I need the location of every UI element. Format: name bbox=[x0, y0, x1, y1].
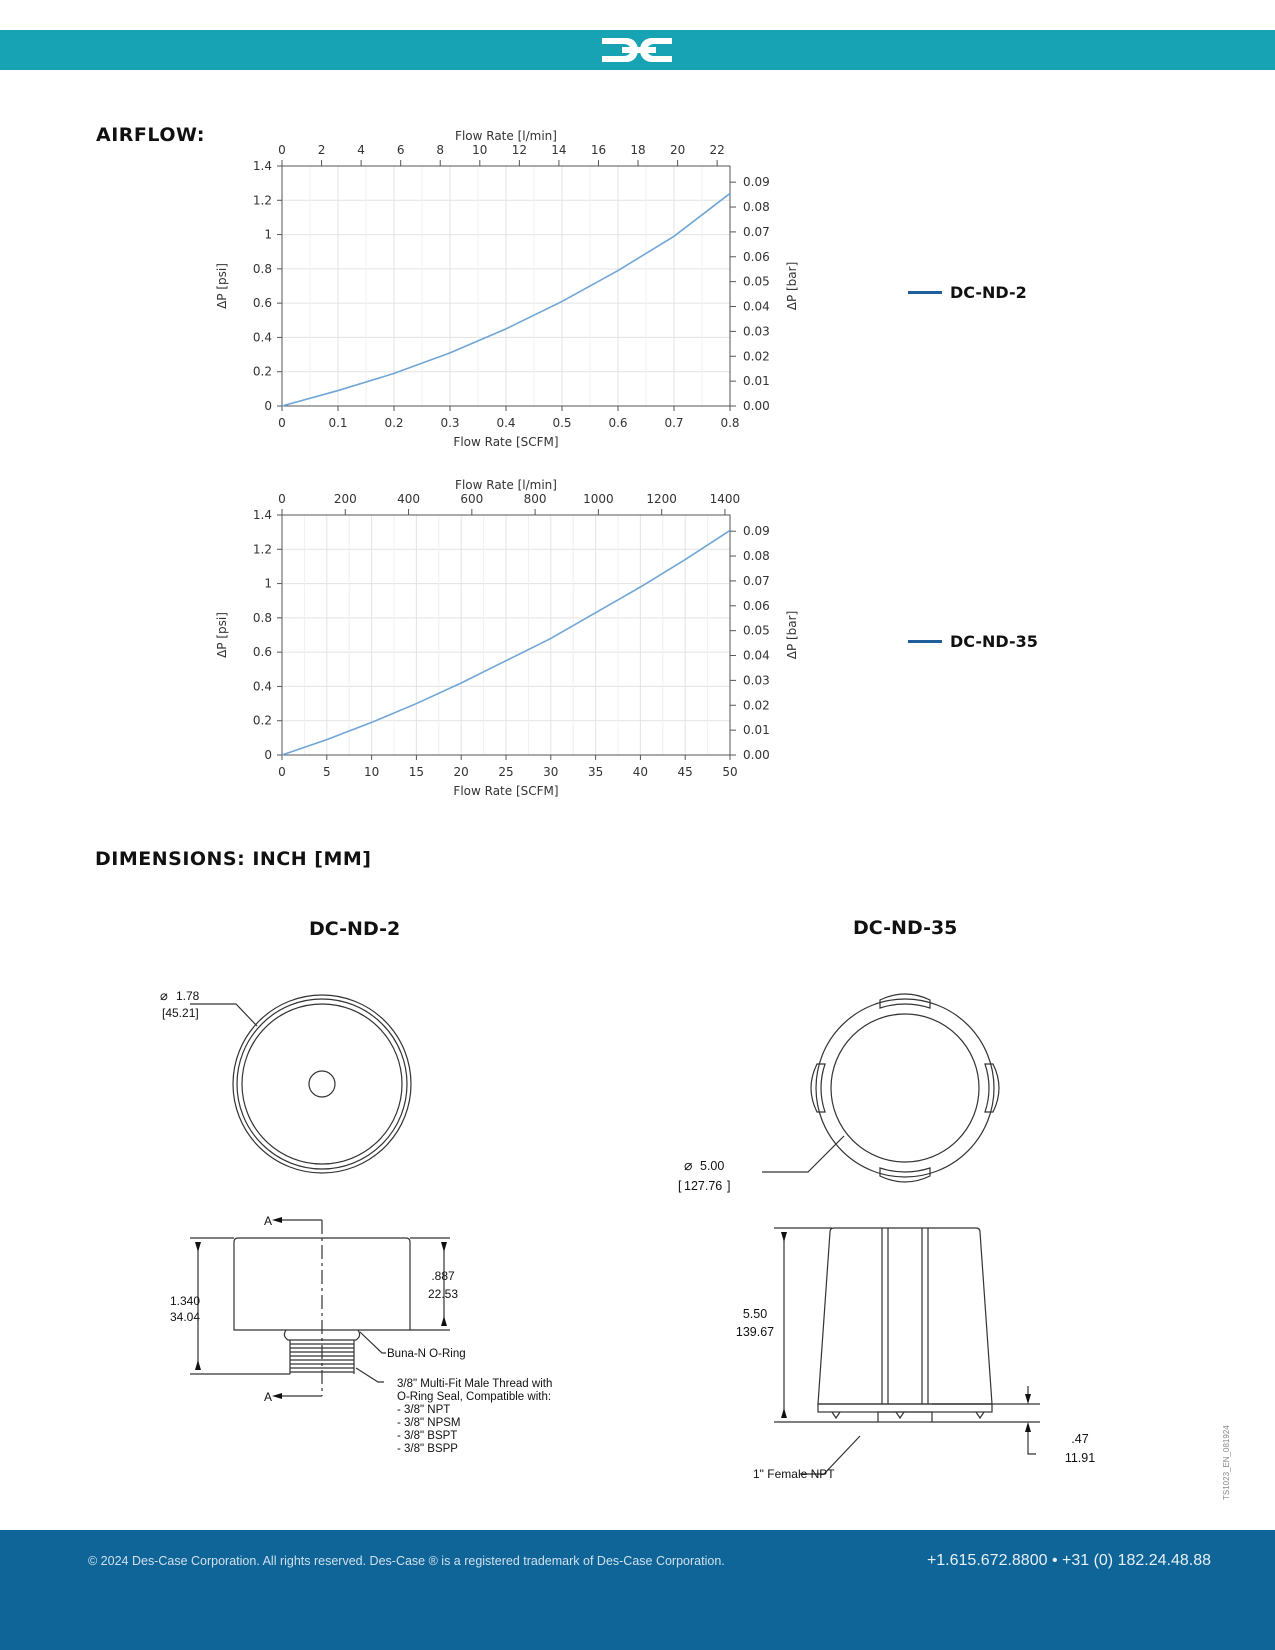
legend-nd35 bbox=[908, 632, 1038, 651]
top-x-tick-label: 16 bbox=[590, 143, 607, 157]
y2-tick-label: 0.08 bbox=[743, 549, 770, 564]
x-tick-label: 10 bbox=[363, 765, 380, 779]
x-tick-label: 0.5 bbox=[552, 416, 572, 430]
top-x-tick-label: 1400 bbox=[709, 492, 741, 506]
airflow-title: AIRFLOW: bbox=[96, 124, 205, 146]
top-x-tick-label: 18 bbox=[630, 143, 646, 157]
nd35-base-in: .47 bbox=[1071, 1432, 1089, 1446]
nd2-height-in: 1.340 bbox=[169, 1294, 201, 1308]
y-tick-label: 0.8 bbox=[252, 261, 272, 276]
y-tick-label: 0 bbox=[264, 748, 272, 762]
nd35-side-port bbox=[878, 1412, 932, 1422]
header-bar bbox=[0, 30, 1275, 70]
y2-tick-label: 0.02 bbox=[743, 349, 770, 364]
y-tick-label: 1.4 bbox=[252, 508, 272, 522]
top-x-tick-label: 8 bbox=[436, 143, 445, 157]
y-tick-label: 1.4 bbox=[252, 159, 272, 173]
x-tick-label: 0.1 bbox=[328, 416, 348, 430]
y2-tick-label: 0.04 bbox=[743, 299, 770, 314]
y2-axis-title: ΔP [bar] bbox=[785, 610, 799, 660]
nd2-thread-line-3: - 3/8" NPT bbox=[397, 1404, 451, 1416]
y-tick-label: 0.4 bbox=[252, 330, 272, 345]
x-tick-label: 40 bbox=[632, 765, 649, 779]
nd35-height-in: 5.50 bbox=[742, 1307, 768, 1321]
y2-tick-label: 0.03 bbox=[743, 324, 770, 339]
top-x-tick-label: 4 bbox=[357, 143, 365, 157]
nd2-top-mid-circle bbox=[237, 999, 407, 1169]
nd2-oring-leader bbox=[360, 1332, 386, 1353]
y2-tick-label: 0.08 bbox=[743, 200, 770, 215]
y2-tick-label: 0.09 bbox=[743, 524, 770, 539]
x-tick-label: 0.7 bbox=[664, 416, 684, 430]
top-x-axis-title: Flow Rate [l/min] bbox=[455, 129, 557, 143]
x-tick-label: 35 bbox=[587, 765, 604, 779]
nd2-dimension-drawing bbox=[150, 980, 590, 1470]
y-tick-label: 0.4 bbox=[252, 679, 272, 694]
top-x-tick-label: 6 bbox=[396, 143, 405, 157]
chart-nd35-svg bbox=[210, 477, 830, 817]
top-x-tick-label: 200 bbox=[333, 492, 357, 506]
nd35-port-label: 1" Female NPT bbox=[753, 1467, 835, 1481]
nd35-top-outer-circle bbox=[816, 999, 994, 1177]
y2-tick-label: 0.02 bbox=[743, 698, 770, 713]
x-tick-label: 0.4 bbox=[496, 416, 516, 430]
legend-nd2 bbox=[908, 283, 1027, 302]
nd35-diameter-mm-open: [ bbox=[678, 1179, 682, 1193]
nd2-thread-line-4: - 3/8" NPSM bbox=[397, 1417, 461, 1429]
x-axis-title: Flow Rate [SCFM] bbox=[453, 784, 559, 798]
y-tick-label: 1 bbox=[264, 227, 272, 242]
legend-nd2-label: DC-ND-2 bbox=[950, 283, 1027, 302]
nd2-diameter-mm: [45.21] bbox=[162, 1006, 199, 1020]
top-x-tick-label: 14 bbox=[551, 143, 567, 157]
nd2-cap-height-mm: 22.53 bbox=[427, 1287, 459, 1301]
nd2-diameter-symbol: ⌀ bbox=[160, 988, 168, 1003]
x-tick-label: 0 bbox=[278, 765, 286, 779]
airflow-chart-nd35 bbox=[210, 477, 830, 837]
nd35-base-mm: 11.91 bbox=[1064, 1451, 1096, 1465]
nd2-section-mark-top: A bbox=[263, 1214, 272, 1228]
y2-tick-label: 0.01 bbox=[743, 723, 770, 738]
y2-tick-label: 0.05 bbox=[743, 623, 770, 638]
nd2-thread-note bbox=[397, 1378, 552, 1455]
x-tick-label: 0.2 bbox=[384, 416, 404, 430]
y-tick-label: 0 bbox=[264, 399, 272, 413]
y-tick-label: 1.2 bbox=[252, 542, 272, 557]
legend-nd35-swatch bbox=[908, 640, 942, 643]
y2-tick-label: 0.00 bbox=[743, 399, 770, 413]
y2-tick-label: 0.07 bbox=[743, 573, 770, 588]
des-case-logo-icon bbox=[600, 34, 680, 66]
top-x-tick-label: 22 bbox=[709, 143, 725, 157]
top-x-tick-label: 800 bbox=[523, 492, 547, 506]
x-tick-label: 5 bbox=[322, 765, 331, 779]
y2-axis-title: ΔP [bar] bbox=[785, 261, 799, 311]
nd35-drawing-title: DC-ND-35 bbox=[853, 917, 958, 939]
y-axis-title: ΔP [psi] bbox=[215, 263, 229, 309]
y2-tick-label: 0.05 bbox=[743, 274, 770, 289]
x-tick-label: 0.8 bbox=[720, 416, 740, 430]
legend-nd35-label: DC-ND-35 bbox=[950, 632, 1038, 651]
nd35-diameter-symbol: ⌀ bbox=[684, 1157, 693, 1173]
nd2-thread-line-1: 3/8" Multi-Fit Male Thread with bbox=[397, 1378, 553, 1390]
nd2-cap-height-in: .887 bbox=[431, 1269, 455, 1283]
top-x-tick-label: 1200 bbox=[646, 492, 677, 506]
nd2-top-outer-circle bbox=[233, 995, 411, 1173]
top-x-tick-label: 2 bbox=[317, 143, 326, 157]
y2-tick-label: 0.06 bbox=[743, 598, 770, 613]
dimensions-title: DIMENSIONS: INCH [MM] bbox=[95, 848, 372, 870]
nd2-drawing-title: DC-ND-2 bbox=[309, 918, 401, 940]
y-tick-label: 0.6 bbox=[252, 296, 272, 311]
y-tick-label: 0.2 bbox=[252, 364, 272, 379]
nd2-section-mark-bottom: A bbox=[263, 1390, 272, 1404]
y-tick-label: 0.2 bbox=[252, 713, 272, 728]
nd35-side-base bbox=[818, 1404, 992, 1412]
y2-tick-label: 0.07 bbox=[743, 224, 770, 239]
x-tick-label: 45 bbox=[677, 765, 693, 779]
nd2-diameter-leader bbox=[190, 1004, 257, 1026]
y2-tick-label: 0.06 bbox=[743, 249, 770, 264]
document-id: TS1023_EN_081924 bbox=[1222, 1425, 1231, 1500]
top-x-tick-label: 600 bbox=[460, 492, 484, 506]
nd35-side-feet bbox=[832, 1412, 984, 1418]
y-axis-title: ΔP [psi] bbox=[215, 612, 229, 658]
nd35-diameter-in: 5.00 bbox=[700, 1159, 725, 1173]
x-tick-label: 0 bbox=[278, 416, 286, 430]
x-tick-label: 50 bbox=[722, 765, 738, 779]
nd2-oring-label: Buna-N O-Ring bbox=[387, 1348, 466, 1360]
x-tick-label: 0.3 bbox=[440, 416, 460, 430]
y2-tick-label: 0.04 bbox=[743, 648, 770, 663]
nd35-side-rib bbox=[882, 1228, 928, 1404]
top-x-tick-label: 1000 bbox=[583, 492, 614, 506]
footer bbox=[0, 1530, 1275, 1650]
nd35-top-inner-circle bbox=[831, 1014, 979, 1162]
nd35-height-mm: 139.67 bbox=[735, 1325, 775, 1339]
y2-tick-label: 0.00 bbox=[743, 748, 770, 762]
top-x-tick-label: 10 bbox=[472, 143, 488, 157]
footer-phone-numbers: +1.615.672.8800 • +31 (0) 182.24.48.88 bbox=[926, 1552, 1211, 1569]
nd2-thread-line-2: O-Ring Seal, Compatible with: bbox=[397, 1391, 552, 1403]
y-tick-label: 1.2 bbox=[252, 193, 272, 208]
top-x-tick-label: 20 bbox=[669, 143, 686, 157]
top-x-axis-title: Flow Rate [l/min] bbox=[455, 478, 557, 492]
nd35-dimension-drawing bbox=[678, 980, 1120, 1490]
nd35-diameter-leader bbox=[762, 1136, 844, 1172]
y-tick-label: 1 bbox=[264, 576, 272, 591]
x-tick-label: 0.6 bbox=[608, 416, 628, 430]
footer-copyright: © 2024 Des-Case Corporation. All rights reserved. Des-Case ® is a registered trademark of Des-Case Corporation. bbox=[88, 1554, 725, 1568]
x-axis-title: Flow Rate [SCFM] bbox=[453, 435, 559, 449]
nd35-base-dim-leader bbox=[1028, 1442, 1036, 1454]
y-tick-label: 0.8 bbox=[252, 610, 272, 625]
top-x-tick-label: 400 bbox=[397, 492, 421, 506]
y2-tick-label: 0.03 bbox=[743, 673, 770, 688]
y2-tick-label: 0.09 bbox=[743, 175, 770, 190]
nd2-top-inner-circle bbox=[242, 1004, 402, 1164]
x-tick-label: 25 bbox=[498, 765, 514, 779]
nd35-diameter-mm-close: ] bbox=[727, 1179, 731, 1193]
chart-nd2-svg bbox=[210, 128, 830, 468]
y-tick-label: 0.6 bbox=[252, 645, 272, 660]
nd2-thread-leader bbox=[356, 1368, 384, 1382]
nd2-diameter-in: 1.78 bbox=[176, 989, 200, 1003]
nd35-diameter-mm: 127.76 bbox=[684, 1179, 723, 1193]
nd2-top-hole bbox=[309, 1071, 335, 1097]
top-x-tick-label: 12 bbox=[511, 143, 527, 157]
y2-tick-label: 0.01 bbox=[743, 374, 770, 389]
top-x-tick-label: 0 bbox=[278, 492, 286, 506]
legend-nd2-swatch bbox=[908, 291, 942, 294]
nd2-height-mm: 34.04 bbox=[169, 1310, 201, 1324]
nd35-side-body bbox=[818, 1228, 992, 1404]
nd2-thread-line-6: - 3/8" BSPP bbox=[397, 1443, 458, 1455]
nd2-thread-line-5: - 3/8" BSPT bbox=[397, 1430, 458, 1442]
x-tick-label: 30 bbox=[543, 765, 559, 779]
airflow-chart-nd2 bbox=[210, 128, 830, 488]
x-tick-label: 15 bbox=[408, 765, 425, 779]
x-tick-label: 20 bbox=[453, 765, 469, 779]
top-x-tick-label: 0 bbox=[278, 143, 286, 157]
